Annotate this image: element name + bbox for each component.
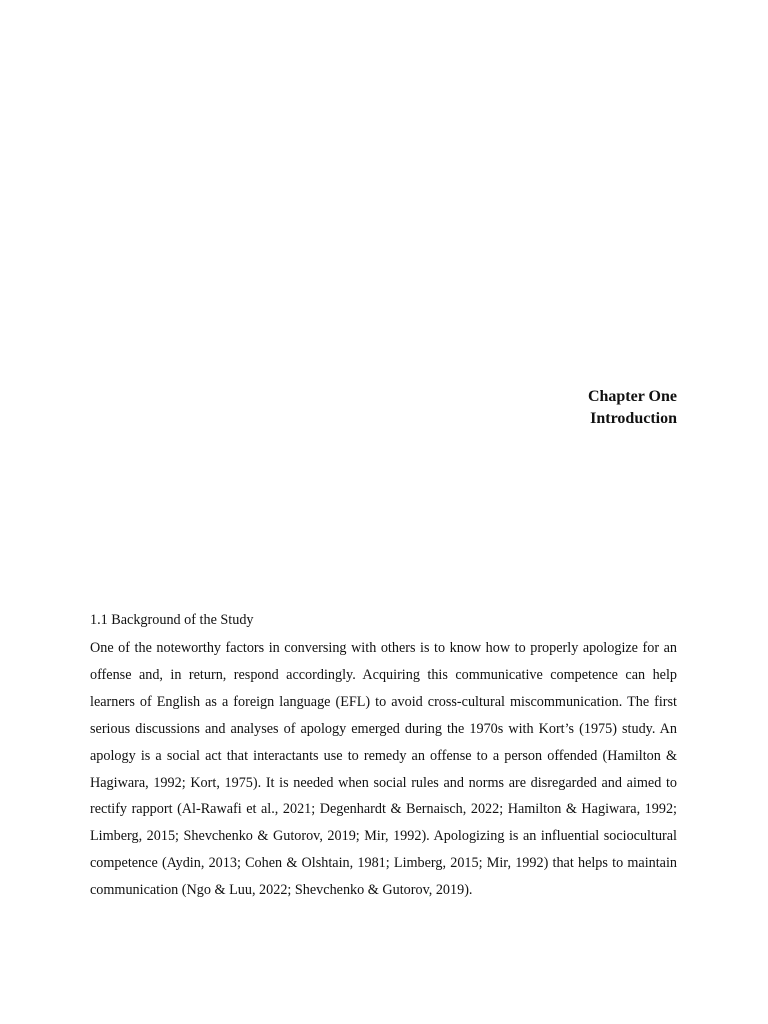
section-heading: 1.1 Background of the Study	[90, 612, 254, 628]
chapter-heading	[588, 386, 677, 430]
body-paragraph: One of the noteworthy factors in conversing with others is to know how to properly apologize for an offense and, in return, respond accordingly. Acquiring this communicative competence can help learners of English as a foreign language (EFL) to avoid cross-cultural miscommunication. The first serious discussions and analyses of apology emerged during the 1970s with Kort’s (1975) study. An apology is a social act that interactants use to remedy an offense to a person offended (Hamilton & Hagiwara, 1992; Kort, 1975). It is needed when social rules and norms are disregarded and aimed to rectify rapport (Al-Rawafi et al., 2021; Degenhardt & Bernaisch, 2022; Hamilton & Hagiwara, 1992; Limberg, 2015; Shevchenko & Gutorov, 2019; Mir, 1992). Apologizing is an influential sociocultural competence (Aydin, 2013; Cohen & Olshtain, 1981; Limberg, 2015; Mir, 1992) that helps to maintain communication (Ngo & Luu, 2022; Shevchenko & Gutorov, 2019).	[90, 640, 677, 899]
section-background	[90, 609, 677, 904]
chapter-number: Chapter One	[587, 388, 677, 405]
chapter-title: Introduction	[590, 410, 677, 427]
